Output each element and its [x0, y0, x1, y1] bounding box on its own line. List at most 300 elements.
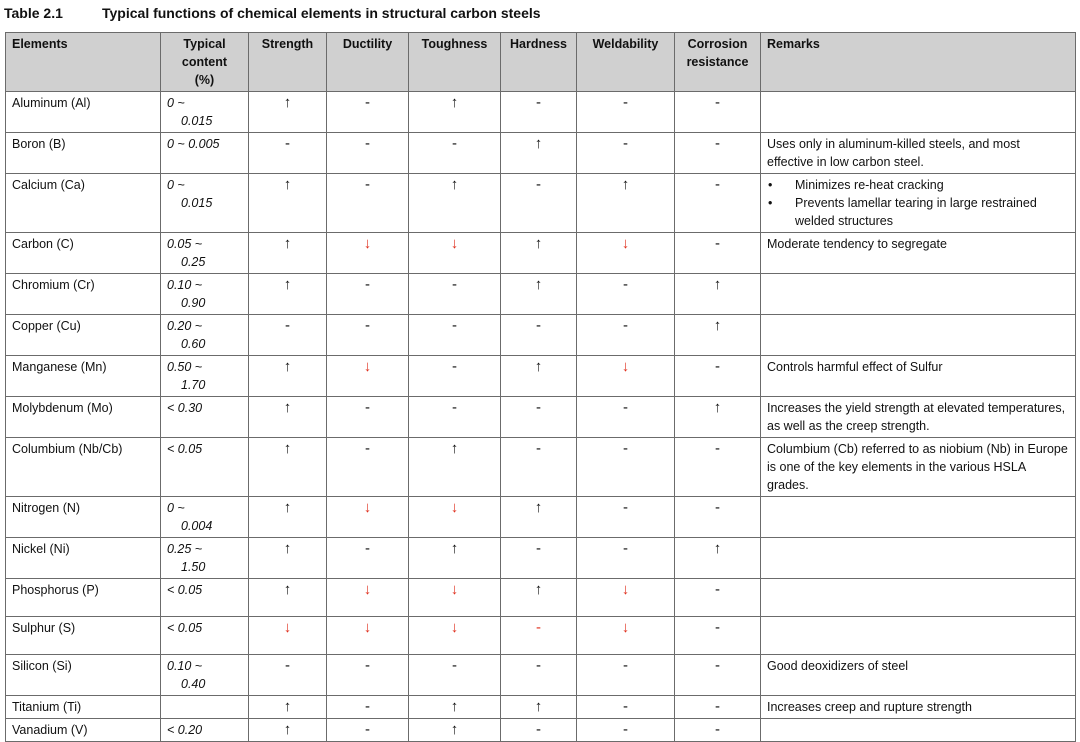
table-row: [6, 579, 1076, 617]
ductility-cell: [327, 579, 409, 617]
dash-icon: -: [536, 540, 541, 557]
content-value: 0.90: [181, 296, 206, 310]
dash-icon: -: [365, 440, 370, 457]
remarks-cell: [761, 92, 1076, 133]
remarks-list-item: • Minimizes re-heat cracking: [767, 176, 1069, 194]
corrosion-cell: [675, 233, 761, 274]
hardness-cell: [501, 133, 577, 174]
strength-cell: [249, 655, 327, 696]
hardness-cell: [501, 696, 577, 719]
element-name-cell: Nitrogen (N): [6, 497, 161, 538]
remarks-text: Uses only in aluminum-killed steels, and most effective in low carbon steel.: [767, 137, 1020, 169]
dash-icon: -: [536, 94, 541, 111]
typical-content-cell: [161, 497, 249, 538]
dash-icon: -: [536, 399, 541, 416]
arrow-up-icon: ↑: [713, 399, 722, 416]
toughness-cell: [409, 696, 501, 719]
weldability-cell: [577, 133, 675, 174]
dash-icon: -: [623, 440, 628, 457]
content-value: 0.10 ~: [167, 659, 203, 673]
content-value: 1.50: [181, 560, 206, 574]
arrow-down-icon: ↓: [363, 619, 372, 636]
hardness-cell: [501, 538, 577, 579]
content-value: 0.40: [181, 677, 206, 691]
table-row: [6, 233, 1076, 274]
arrow-down-icon: ↓: [363, 235, 372, 252]
toughness-cell: [409, 655, 501, 696]
table-row: [6, 274, 1076, 315]
content-value: < 0.05: [167, 442, 203, 456]
dash-icon: -: [623, 135, 628, 152]
content-value: 0.50 ~: [167, 360, 203, 374]
hardness-cell: [501, 397, 577, 438]
arrow-down-icon: ↓: [283, 619, 292, 636]
dash-icon: -: [623, 94, 628, 111]
dash-icon: -: [365, 721, 370, 738]
arrow-down-icon: ↓: [621, 235, 630, 252]
typical-content-cell: [161, 397, 249, 438]
dash-icon: -: [623, 317, 628, 334]
corrosion-cell: [675, 174, 761, 233]
table-row: [6, 538, 1076, 579]
header-typical-content: Typical content (%): [161, 33, 249, 92]
arrow-up-icon: ↑: [283, 721, 292, 738]
toughness-cell: [409, 538, 501, 579]
hardness-cell: [501, 356, 577, 397]
toughness-cell: [409, 133, 501, 174]
arrow-down-icon: ↓: [450, 235, 459, 252]
dash-icon: -: [715, 499, 720, 516]
strength-cell: [249, 438, 327, 497]
element-name-cell: Copper (Cu): [6, 315, 161, 356]
corrosion-cell: [675, 438, 761, 497]
typical-content-cell: [161, 92, 249, 133]
weldability-cell: [577, 438, 675, 497]
content-value: < 0.05: [167, 583, 203, 597]
hardness-cell: [501, 579, 577, 617]
remarks-cell: [761, 397, 1076, 438]
ductility-cell: [327, 696, 409, 719]
dash-icon: -: [536, 619, 541, 636]
dash-icon: -: [536, 176, 541, 193]
content-value: 0.25: [181, 255, 206, 269]
hardness-cell: [501, 617, 577, 655]
arrow-down-icon: ↓: [621, 581, 630, 598]
corrosion-cell: [675, 92, 761, 133]
typical-content-cell: [161, 133, 249, 174]
remarks-cell: [761, 655, 1076, 696]
weldability-cell: [577, 696, 675, 719]
content-value: 1.70: [181, 378, 206, 392]
arrow-up-icon: ↑: [283, 235, 292, 252]
typical-content-cell: [161, 719, 249, 742]
strength-cell: [249, 719, 327, 742]
content-value: 0 ~: [167, 96, 185, 110]
element-name-cell: Manganese (Mn): [6, 356, 161, 397]
table-row: [6, 174, 1076, 233]
arrow-up-icon: ↑: [534, 235, 543, 252]
weldability-cell: [577, 274, 675, 315]
toughness-cell: [409, 497, 501, 538]
arrow-up-icon: ↑: [534, 135, 543, 152]
header-elements: Elements: [6, 33, 161, 92]
ductility-cell: [327, 617, 409, 655]
header-row: [6, 33, 1076, 92]
remarks-cell: [761, 719, 1076, 742]
arrow-up-icon: ↑: [534, 499, 543, 516]
remarks-cell: [761, 274, 1076, 315]
dash-icon: -: [715, 235, 720, 252]
strength-cell: [249, 274, 327, 315]
dash-icon: -: [365, 540, 370, 557]
remarks-cell: [761, 356, 1076, 397]
ductility-cell: [327, 497, 409, 538]
arrow-up-icon: ↑: [283, 499, 292, 516]
remarks-cell: [761, 579, 1076, 617]
dash-icon: -: [715, 581, 720, 598]
strength-cell: [249, 696, 327, 719]
hardness-cell: [501, 274, 577, 315]
typical-content-cell: [161, 696, 249, 719]
arrow-down-icon: ↓: [363, 499, 372, 516]
arrow-up-icon: ↑: [283, 176, 292, 193]
strength-cell: [249, 233, 327, 274]
hardness-cell: [501, 438, 577, 497]
ductility-cell: [327, 174, 409, 233]
corrosion-cell: [675, 356, 761, 397]
elements-table: [5, 32, 1076, 742]
weldability-cell: [577, 497, 675, 538]
strength-cell: [249, 617, 327, 655]
weldability-cell: [577, 397, 675, 438]
arrow-up-icon: ↑: [283, 276, 292, 293]
typical-content-cell: [161, 538, 249, 579]
remarks-list: [767, 176, 1069, 230]
header-weldability: Weldability: [577, 33, 675, 92]
arrow-up-icon: ↑: [713, 276, 722, 293]
table-row: [6, 397, 1076, 438]
remarks-text: Moderate tendency to segregate: [767, 237, 947, 251]
element-name-cell: Silicon (Si): [6, 655, 161, 696]
arrow-down-icon: ↓: [450, 619, 459, 636]
dash-icon: -: [715, 176, 720, 193]
hardness-cell: [501, 233, 577, 274]
arrow-up-icon: ↑: [534, 581, 543, 598]
dash-icon: -: [715, 721, 720, 738]
strength-cell: [249, 397, 327, 438]
typical-content-cell: [161, 617, 249, 655]
typical-content-cell: [161, 315, 249, 356]
arrow-down-icon: ↓: [621, 358, 630, 375]
dash-icon: -: [715, 135, 720, 152]
dash-icon: -: [623, 499, 628, 516]
dash-icon: -: [365, 276, 370, 293]
content-value: 0.015: [181, 114, 213, 128]
table-row: [6, 315, 1076, 356]
header-ductility: Ductility: [327, 33, 409, 92]
ductility-cell: [327, 397, 409, 438]
arrow-up-icon: ↑: [283, 440, 292, 457]
strength-cell: [249, 315, 327, 356]
toughness-cell: [409, 174, 501, 233]
arrow-up-icon: ↑: [450, 440, 459, 457]
dash-icon: -: [365, 657, 370, 674]
dash-icon: -: [536, 317, 541, 334]
ductility-cell: [327, 655, 409, 696]
element-name-cell: Carbon (C): [6, 233, 161, 274]
toughness-cell: [409, 719, 501, 742]
dash-icon: -: [536, 721, 541, 738]
remarks-text: Good deoxidizers of steel: [767, 659, 909, 673]
dash-icon: -: [623, 657, 628, 674]
ductility-cell: [327, 438, 409, 497]
table-row: [6, 497, 1076, 538]
hardness-cell: [501, 655, 577, 696]
dash-icon: -: [285, 317, 290, 334]
table-title: Typical functions of chemical elements in structural carbon steels: [102, 5, 541, 21]
table-row: [6, 696, 1076, 719]
table-row: [6, 719, 1076, 742]
remarks-cell: [761, 315, 1076, 356]
ductility-cell: [327, 719, 409, 742]
dash-icon: -: [365, 135, 370, 152]
dash-icon: -: [365, 94, 370, 111]
dash-icon: -: [715, 440, 720, 457]
arrow-up-icon: ↑: [283, 399, 292, 416]
toughness-cell: [409, 397, 501, 438]
arrow-down-icon: ↓: [363, 581, 372, 598]
dash-icon: -: [285, 135, 290, 152]
ductility-cell: [327, 274, 409, 315]
header-hardness: Hardness: [501, 33, 577, 92]
dash-icon: -: [623, 698, 628, 715]
content-value: < 0.05: [167, 621, 203, 635]
weldability-cell: [577, 356, 675, 397]
hardness-cell: [501, 174, 577, 233]
weldability-cell: [577, 174, 675, 233]
element-name-cell: Vanadium (V): [6, 719, 161, 742]
corrosion-cell: [675, 579, 761, 617]
strength-cell: [249, 133, 327, 174]
arrow-up-icon: ↑: [450, 176, 459, 193]
remarks-cell: [761, 438, 1076, 497]
corrosion-cell: [675, 617, 761, 655]
element-name-cell: Chromium (Cr): [6, 274, 161, 315]
dash-icon: -: [623, 399, 628, 416]
arrow-down-icon: ↓: [621, 619, 630, 636]
remarks-text: Columbium (Cb) referred to as niobium (Nb) in Europe is one of the key elements in the various HSLA grades.: [767, 442, 1068, 492]
hardness-cell: [501, 719, 577, 742]
element-name-cell: Calcium (Ca): [6, 174, 161, 233]
dash-icon: -: [715, 619, 720, 636]
content-value: 0.05 ~: [167, 237, 203, 251]
arrow-up-icon: ↑: [450, 698, 459, 715]
content-value: 0.10 ~: [167, 278, 203, 292]
content-value: < 0.30: [167, 401, 203, 415]
remarks-cell: [761, 233, 1076, 274]
corrosion-cell: [675, 655, 761, 696]
typical-content-cell: [161, 356, 249, 397]
toughness-cell: [409, 356, 501, 397]
typical-content-cell: [161, 438, 249, 497]
weldability-cell: [577, 579, 675, 617]
content-value: 0.60: [181, 337, 206, 351]
strength-cell: [249, 538, 327, 579]
toughness-cell: [409, 579, 501, 617]
weldability-cell: [577, 538, 675, 579]
remarks-cell: [761, 538, 1076, 579]
arrow-down-icon: ↓: [450, 499, 459, 516]
ductility-cell: [327, 356, 409, 397]
dash-icon: -: [365, 317, 370, 334]
ductility-cell: [327, 233, 409, 274]
dash-icon: -: [365, 176, 370, 193]
weldability-cell: [577, 617, 675, 655]
strength-cell: [249, 356, 327, 397]
dash-icon: -: [452, 399, 457, 416]
dash-icon: -: [623, 276, 628, 293]
toughness-cell: [409, 274, 501, 315]
typical-content-cell: [161, 174, 249, 233]
corrosion-cell: [675, 274, 761, 315]
content-value: 0 ~: [167, 501, 185, 515]
remarks-text: Controls harmful effect of Sulfur: [767, 360, 943, 374]
hardness-cell: [501, 92, 577, 133]
arrow-down-icon: ↓: [363, 358, 372, 375]
corrosion-cell: [675, 538, 761, 579]
dash-icon: -: [452, 657, 457, 674]
arrow-up-icon: ↑: [283, 94, 292, 111]
element-name-cell: Molybdenum (Mo): [6, 397, 161, 438]
dash-icon: -: [715, 358, 720, 375]
element-name-cell: Phosphorus (P): [6, 579, 161, 617]
element-name-cell: Nickel (Ni): [6, 538, 161, 579]
dash-icon: -: [452, 276, 457, 293]
remarks-cell: [761, 696, 1076, 719]
dash-icon: -: [715, 657, 720, 674]
table-row: [6, 133, 1076, 174]
content-value: < 0.20: [167, 723, 203, 737]
dash-icon: -: [365, 399, 370, 416]
corrosion-cell: [675, 696, 761, 719]
dash-icon: -: [452, 317, 457, 334]
table-row: [6, 92, 1076, 133]
weldability-cell: [577, 315, 675, 356]
arrow-up-icon: ↑: [534, 276, 543, 293]
corrosion-cell: [675, 315, 761, 356]
remarks-text: Increases the yield strength at elevated temperatures, as well as the creep strength.: [767, 401, 1066, 433]
arrow-up-icon: ↑: [283, 358, 292, 375]
arrow-up-icon: ↑: [283, 698, 292, 715]
content-value: 0.20 ~: [167, 319, 203, 333]
dash-icon: -: [452, 135, 457, 152]
content-value: 0.25 ~: [167, 542, 203, 556]
dash-icon: -: [285, 657, 290, 674]
remarks-cell: [761, 497, 1076, 538]
weldability-cell: [577, 655, 675, 696]
arrow-up-icon: ↑: [283, 581, 292, 598]
weldability-cell: [577, 233, 675, 274]
table-caption: [4, 2, 541, 28]
arrow-up-icon: ↑: [283, 540, 292, 557]
table-number: Table 2.1: [4, 5, 63, 21]
element-name-cell: Sulphur (S): [6, 617, 161, 655]
dash-icon: -: [365, 698, 370, 715]
content-value: 0.015: [181, 196, 213, 210]
arrow-up-icon: ↑: [450, 540, 459, 557]
dash-icon: -: [715, 94, 720, 111]
content-value: 0 ~ 0.005: [167, 137, 220, 151]
table-row: [6, 356, 1076, 397]
toughness-cell: [409, 92, 501, 133]
arrow-down-icon: ↓: [450, 581, 459, 598]
arrow-up-icon: ↑: [534, 698, 543, 715]
weldability-cell: [577, 92, 675, 133]
dash-icon: -: [536, 657, 541, 674]
dash-icon: -: [536, 440, 541, 457]
arrow-up-icon: ↑: [534, 358, 543, 375]
element-name-cell: Aluminum (Al): [6, 92, 161, 133]
element-name-cell: Titanium (Ti): [6, 696, 161, 719]
content-value: 0 ~: [167, 178, 185, 192]
element-name-cell: Boron (B): [6, 133, 161, 174]
toughness-cell: [409, 315, 501, 356]
arrow-up-icon: ↑: [621, 176, 630, 193]
dash-icon: -: [623, 540, 628, 557]
arrow-up-icon: ↑: [450, 94, 459, 111]
table-row: [6, 617, 1076, 655]
remarks-cell: [761, 133, 1076, 174]
remarks-cell: [761, 617, 1076, 655]
arrow-up-icon: ↑: [713, 540, 722, 557]
typical-content-cell: [161, 233, 249, 274]
toughness-cell: [409, 233, 501, 274]
ductility-cell: [327, 315, 409, 356]
header-strength: Strength: [249, 33, 327, 92]
toughness-cell: [409, 617, 501, 655]
weldability-cell: [577, 719, 675, 742]
table-row: [6, 655, 1076, 696]
header-remarks: Remarks: [761, 33, 1076, 92]
dash-icon: -: [623, 721, 628, 738]
typical-content-cell: [161, 655, 249, 696]
ductility-cell: [327, 92, 409, 133]
element-name-cell: Columbium (Nb/Cb): [6, 438, 161, 497]
corrosion-cell: [675, 719, 761, 742]
typical-content-cell: [161, 274, 249, 315]
dash-icon: -: [715, 698, 720, 715]
corrosion-cell: [675, 497, 761, 538]
table-row: [6, 438, 1076, 497]
hardness-cell: [501, 315, 577, 356]
content-value: 0.004: [181, 519, 213, 533]
ductility-cell: [327, 538, 409, 579]
arrow-up-icon: ↑: [450, 721, 459, 738]
table-body: [6, 92, 1076, 742]
dash-icon: -: [452, 358, 457, 375]
remarks-cell: [761, 174, 1076, 233]
remarks-list-item: • Prevents lamellar tearing in large restrained welded structures: [767, 194, 1069, 230]
header-toughness: Toughness: [409, 33, 501, 92]
header-corrosion-resistance: Corrosion resistance: [675, 33, 761, 92]
remarks-text: Increases creep and rupture strength: [767, 700, 972, 714]
corrosion-cell: [675, 397, 761, 438]
corrosion-cell: [675, 133, 761, 174]
arrow-up-icon: ↑: [713, 317, 722, 334]
strength-cell: [249, 174, 327, 233]
strength-cell: [249, 92, 327, 133]
typical-content-cell: [161, 579, 249, 617]
